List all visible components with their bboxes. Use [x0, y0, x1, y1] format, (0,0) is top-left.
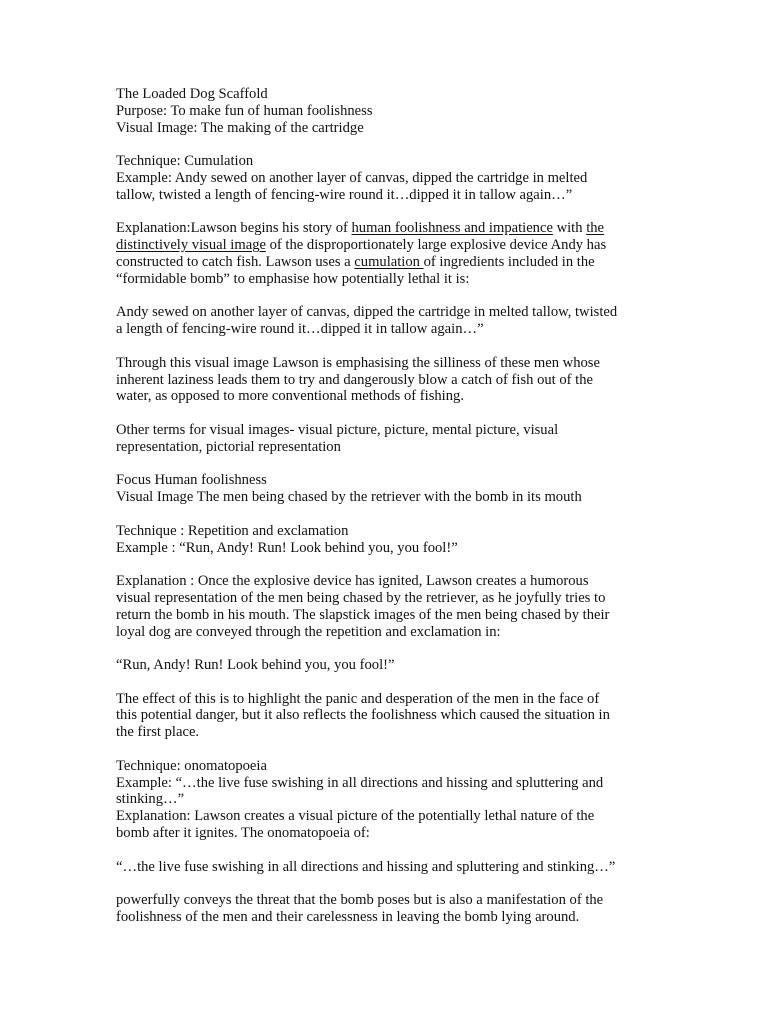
- underlined-phrase: cumulation: [354, 253, 424, 270]
- technique-heading: Technique: onomatopoeia: [116, 757, 267, 774]
- paragraph-line: representation, pictorial representation: [116, 438, 341, 455]
- explanation-line: visual representation of the men being chased by the retriever, as he joyfully tries to: [116, 589, 606, 606]
- document-page: [116, 86, 656, 926]
- paragraph-line: this potential danger, but it also reflects the foolishness which caused the situation in: [116, 707, 610, 724]
- explanation-line: Explanation : Once the explosive device has ignited, Lawson creates a humorous: [116, 573, 589, 590]
- technique-heading: Technique : Repetition and exclamation: [116, 522, 349, 539]
- example-line: Example: “…the live fuse swishing in all directions and hissing and spluttering and: [116, 774, 604, 791]
- document-title: The Loaded Dog Scaffold: [116, 86, 268, 102]
- quote-line: a length of fencing-wire round it…dipped it in tallow again…”: [116, 321, 484, 338]
- explanation-text: of the disproportionately large explosive device Andy has: [265, 237, 607, 254]
- visual-image-line: Visual Image: The making of the cartridge: [116, 119, 364, 136]
- explanation-line: bomb after it ignites. The onomatopoeia of:: [116, 825, 370, 842]
- example-line: Example: Andy sewed on another layer of canvas, dipped the cartridge in melted: [116, 169, 588, 186]
- paragraph-line: Through this visual image Lawson is emphasising the silliness of these men whose: [116, 354, 600, 371]
- underlined-phrase: the: [586, 220, 605, 237]
- example-line: Example : “Run, Andy! Run! Look behind you, you fool!”: [116, 539, 458, 556]
- explanation-text: Explanation:Lawson begins his story of: [116, 220, 352, 237]
- example-line: tallow, twisted a length of fencing-wire round it…dipped it in tallow again…”: [116, 186, 573, 203]
- paragraph-line: The effect of this is to highlight the panic and desperation of the men in the face of: [116, 690, 600, 707]
- explanation-line: Explanation: Lawson creates a visual picture of the potentially lethal nature of the: [116, 808, 595, 825]
- technique-heading: Technique: Cumulation: [116, 153, 254, 170]
- example-line: stinking…”: [116, 791, 185, 808]
- quote-line: Andy sewed on another layer of canvas, dipped the cartridge in melted tallow, twisted: [116, 304, 618, 321]
- paragraph-line: water, as opposed to more conventional methods of fishing.: [116, 388, 464, 405]
- quote-line: “…the live fuse swishing in all directions and hissing and spluttering and stinking…”: [116, 858, 616, 875]
- explanation-paragraph: [116, 220, 656, 287]
- paragraph-line: the first place.: [116, 724, 200, 741]
- visual-image-line: Visual Image The men being chased by the retriever with the bomb in its mouth: [116, 489, 582, 506]
- focus-line: Focus Human foolishness: [116, 472, 267, 489]
- quote-line: “Run, Andy! Run! Look behind you, you fool!”: [116, 657, 395, 674]
- underlined-phrase: distinctively visual image: [116, 237, 266, 254]
- explanation-text: “formidable bomb” to emphasise how potentially lethal it is:: [116, 270, 470, 287]
- paragraph-line: Other terms for visual images- visual picture, picture, mental picture, visual: [116, 421, 559, 438]
- explanation-text: with: [552, 220, 587, 237]
- purpose-line: Purpose: To make fun of human foolishness: [116, 102, 373, 119]
- explanation-line: loyal dog are conveyed through the repetition and exclamation in:: [116, 623, 501, 640]
- explanation-line: return the bomb in his mouth. The slapstick images of the men being chased by their: [116, 606, 610, 623]
- underlined-phrase: human foolishness and impatience: [351, 220, 553, 237]
- explanation-text: of ingredients included in the: [423, 253, 595, 270]
- explanation-text: constructed to catch fish. Lawson uses a: [116, 253, 355, 270]
- paragraph-line: powerfully conveys the threat that the bomb poses but is also a manifestation of the: [116, 892, 604, 909]
- paragraph-line: inherent laziness leads them to try and dangerously blow a catch of fish out of the: [116, 371, 593, 388]
- paragraph-line: foolishness of the men and their carelessness in leaving the bomb lying around.: [116, 909, 580, 926]
